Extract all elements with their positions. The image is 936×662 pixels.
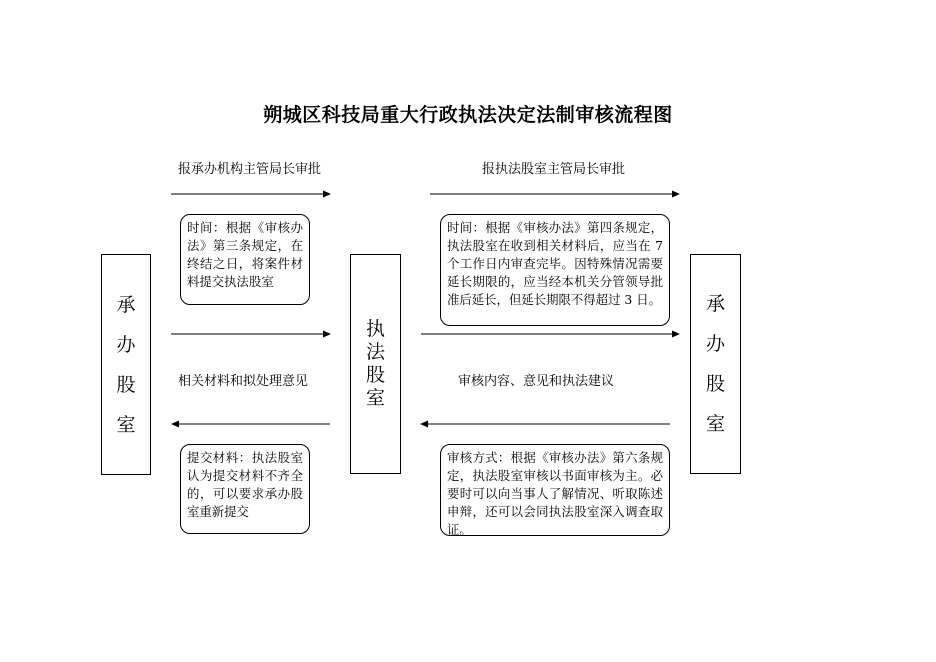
center-dept-char: 法 xyxy=(365,341,385,363)
center-dept-box xyxy=(350,254,401,474)
note-review-right: 审核方式：根据《审核办法》第六条规定，执法股室审核以书面审核为主。必要时可以向当事人了解情况、听取陈述申辩，还可以会同执法股室深入调查取证。 xyxy=(440,444,670,536)
center-dept-char: 室 xyxy=(365,387,385,409)
left-dept-char: 办 xyxy=(116,333,136,356)
diagram-title: 朔城区科技局重大行政执法决定法制审核流程图 xyxy=(263,104,673,126)
left-dept-char: 承 xyxy=(116,293,136,316)
note-time-left: 时间：根据《审核办法》第三条规定，在终结之日，将案件材料提交执法股室 xyxy=(180,214,310,305)
right-dept-char: 承 xyxy=(705,293,725,315)
right-dept-char: 股 xyxy=(705,373,725,395)
center-dept-char: 执 xyxy=(365,318,385,340)
right-dept-char: 办 xyxy=(705,333,725,355)
center-dept-char: 股 xyxy=(365,364,385,386)
note-submit-left: 提交材料：执法股室认为提交材料不齐全的，可以要求承办股室重新提交 xyxy=(180,444,310,534)
left-dept-char: 股 xyxy=(116,373,136,396)
right-dept-char: 室 xyxy=(705,413,725,435)
label-mid-right: 审核内容、意见和执法建议 xyxy=(458,374,615,389)
label-top-right: 报执法股室主管局长审批 xyxy=(482,162,626,177)
label-top-left: 报承办机构主管局长审批 xyxy=(178,162,322,177)
left-dept-box xyxy=(101,254,151,475)
left-dept-char: 室 xyxy=(116,413,136,436)
right-dept-box xyxy=(690,254,741,474)
note-time-right: 时间：根据《审核办法》第四条规定，执法股室在收到相关材料后，应当在 7 个工作日内审查完毕。因特殊情况需要延长期限的，应当经本机关分管领导批准后延长，但延长期限不得超过 3 日。 xyxy=(440,214,670,326)
label-mid-left: 相关材料和拟处理意见 xyxy=(178,374,309,389)
